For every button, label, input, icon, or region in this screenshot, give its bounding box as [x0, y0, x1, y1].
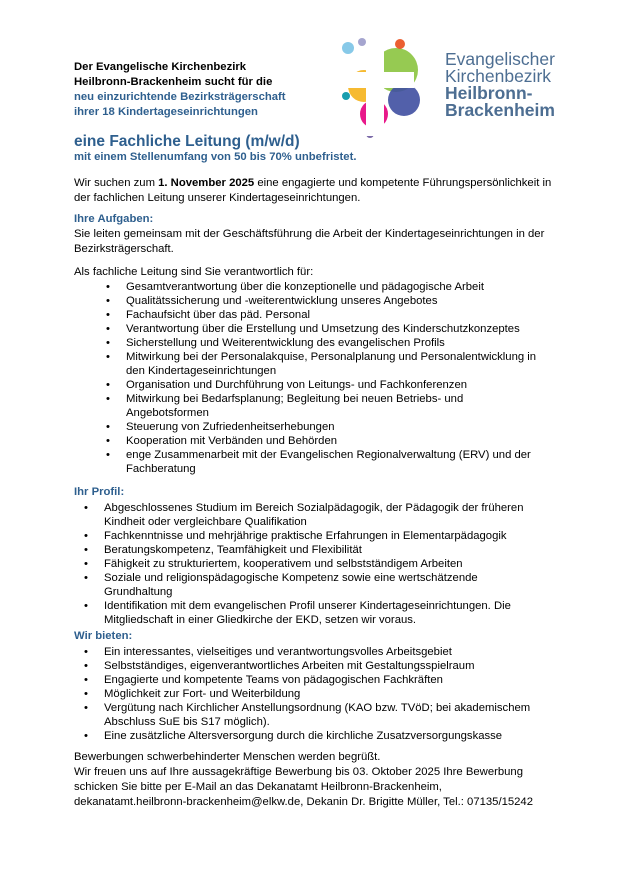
tasks-heading: Ihre Aufgaben:	[74, 213, 154, 225]
lead-date: 1. November 2025	[158, 177, 255, 189]
lead-paragraph	[74, 176, 554, 206]
list-item: • Eine zusätzliche Altersversorgung durch die kirchliche Zusatzversorgungskasse	[104, 729, 544, 743]
logo-line-1: Evangelischer	[445, 49, 555, 69]
tasks-text: Sie leiten gemeinsam mit der Geschäftsführung die Arbeit der Kindertageseinrichtungen in der Bezirksträgerschaft.	[74, 228, 545, 255]
intro-line-4: ihrer 18 Kindertageseinrichtungen	[74, 106, 258, 118]
footer-line-2: Wir freuen uns auf Ihre aussagekräftige Bewerbung bis 03. Oktober 2025 Ihre Bewerbung schicken Sie bitte per E-Mail an das Dekanatamt Heilbronn-Brackenheim, dekanatamt.heilbronn-brackenheim@elkw.de, Dekanin Dr. Brigitte Müller, Tel.: 07135/15242	[74, 766, 534, 808]
list-item: • Ein interessantes, vielseitiges und verantwortungsvolles Arbeitsgebiet	[104, 645, 544, 659]
list-item: • Soziale und religionspädagogische Kompetenz sowie eine wertschätzende Grundhaltung	[104, 571, 544, 599]
intro-block	[74, 60, 286, 120]
list-item: • Gesamtverantwortung über die konzeptionelle und pädagogische Arbeit	[126, 280, 546, 294]
list-item: • Organisation und Durchführung von Leitungs- und Fachkonferenzen	[126, 378, 546, 392]
offer-list	[104, 645, 544, 743]
church-district-logo	[334, 36, 564, 146]
list-item: • Abgeschlossenes Studium im Bereich Sozialpädagogik, der Pädagogik der früheren Kindheit oder vergleichbare Qualifikation	[104, 501, 544, 529]
list-item: • Steuerung von Zufriedenheitserhebungen	[126, 420, 546, 434]
list-item: • Verantwortung über die Erstellung und Umsetzung des Kinderschutzkonzeptes	[126, 322, 546, 336]
logo-line-3: Heilbronn-	[445, 83, 533, 103]
logo-line-2: Kirchenbezirk	[445, 66, 552, 86]
list-item: • Sicherstellung und Weiterentwicklung des evangelischen Profils	[126, 336, 546, 350]
logo-mark-icon	[334, 36, 444, 146]
profile-heading: Ihr Profil:	[74, 486, 125, 498]
list-item: • enge Zusammenarbeit mit der Evangelischen Regionalverwaltung (ERV) und der Fachberatung	[126, 448, 546, 476]
list-item: • Selbstständiges, eigenverantwortliches Arbeiten mit Gestaltungsspielraum	[104, 659, 544, 673]
offer-heading: Wir bieten:	[74, 630, 133, 642]
list-item: • Kooperation mit Verbänden und Behörden	[126, 434, 546, 448]
list-item: • Mitwirkung bei der Personalakquise, Personalplanung und Personalentwicklung in den Kindertageseinrichtungen	[126, 350, 546, 378]
lead-post: eine engagierte und kompetente Führungspersönlichkeit in der fachlichen Leitung unserer Kindertageseinrichtungen.	[74, 177, 552, 204]
list-item: • Fachkenntnisse und mehrjährige praktische Erfahrungen in Elementarpädagogik	[104, 529, 544, 543]
list-item: • Qualitätssicherung und -weiterentwicklung unseres Angebotes	[126, 294, 546, 308]
list-item: • Fachaufsicht über das päd. Personal	[126, 308, 546, 322]
intro-line-2: Heilbronn-Brackenheim sucht für die	[74, 76, 273, 88]
intro-line-3: neu einzurichtende Bezirksträgerschaft	[74, 91, 286, 103]
list-item: • Möglichkeit zur Fort- und Weiterbildung	[104, 687, 544, 701]
list-item: • Mitwirkung bei Bedarfsplanung; Begleitung bei neuen Betriebs- und Angebotsformen	[126, 392, 546, 420]
profile-list	[104, 501, 544, 627]
intro-line-1: Der Evangelische Kirchenbezirk	[74, 61, 247, 73]
list-item: • Vergütung nach Kirchlicher Anstellungsordnung (KAO bzw. TVöD; bei akademischem Abschluss SuE bis S17 möglich).	[104, 701, 544, 729]
logo-line-4: Brackenheim	[445, 100, 555, 120]
tasks-list	[126, 280, 546, 476]
list-item: • Beratungskompetenz, Teamfähigkeit und Flexibilität	[104, 543, 544, 557]
list-item: • Identifikation mit dem evangelischen Profil unserer Kindertageseinrichtungen. Die Mitgliedschaft in einer Gliedkirche der EKD, setzen wir voraus.	[104, 599, 544, 627]
job-title: eine Fachliche Leitung (m/w/d)	[74, 133, 300, 150]
list-item: • Fähigkeit zu strukturiertem, kooperativem und selbstständigem Arbeiten	[104, 557, 544, 571]
lead-pre: Wir suchen zum	[74, 177, 159, 189]
logo-wordmark	[445, 51, 555, 119]
tasks-intro: Als fachliche Leitung sind Sie verantwortlich für:	[74, 266, 314, 278]
footer-line-1: Bewerbungen schwerbehinderter Menschen werden begrüßt.	[74, 751, 381, 763]
list-item: • Engagierte und kompetente Teams von pädagogischen Fachkräften	[104, 673, 544, 687]
job-subtitle: mit einem Stellenumfang von 50 bis 70% unbefristet.	[74, 151, 357, 163]
